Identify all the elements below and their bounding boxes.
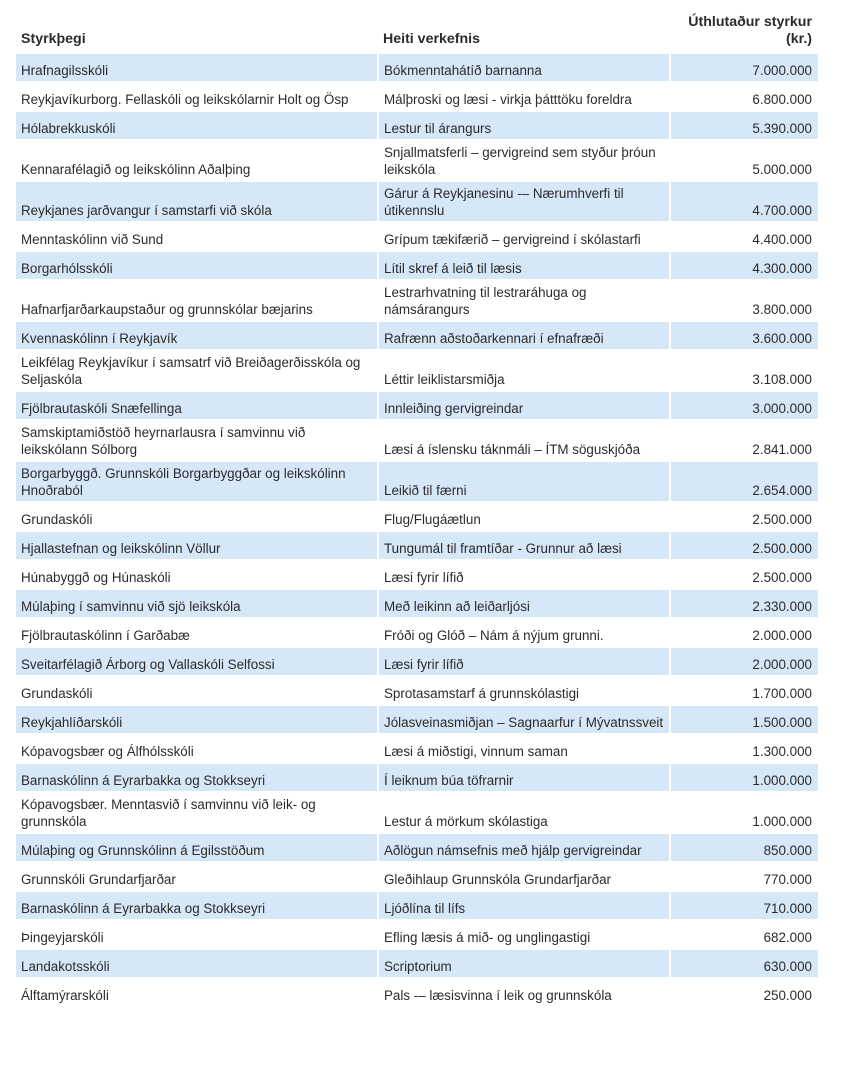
header-row	[16, 6, 818, 54]
table-row	[16, 111, 818, 140]
cell-amount: 630.000	[670, 949, 818, 978]
cell-amount: 850.000	[670, 833, 818, 862]
cell-grantee: Fjölbrautaskólinn í Garðabæ	[16, 618, 378, 647]
cell-grantee: Þingeyjarskóli	[16, 920, 378, 949]
cell-grantee: Grundaskóli	[16, 502, 378, 531]
cell-amount: 3.108.000	[670, 350, 818, 391]
table-row	[16, 350, 818, 391]
cell-project: Gleðihlaup Grunnskóla Grundarfjarðar	[378, 862, 670, 891]
cell-project: Lestur til árangurs	[378, 111, 670, 140]
cell-grantee: Kópavogsbær og Álfhólsskóli	[16, 734, 378, 763]
table-row	[16, 280, 818, 321]
table-row	[16, 647, 818, 676]
cell-amount: 4.300.000	[670, 251, 818, 280]
cell-amount: 2.500.000	[670, 560, 818, 589]
cell-amount: 7.000.000	[670, 54, 818, 82]
cell-amount: 4.400.000	[670, 222, 818, 251]
cell-project: Scriptorium	[378, 949, 670, 978]
cell-project: Læsi á íslensku táknmáli – ÍTM söguskjóða	[378, 420, 670, 461]
cell-amount: 2.330.000	[670, 589, 818, 618]
table-row	[16, 321, 818, 350]
table-row	[16, 705, 818, 734]
column-header-amount-line1: Úthlutaður styrkur	[688, 14, 812, 30]
table-row	[16, 920, 818, 949]
cell-grantee: Barnaskólinn á Eyrarbakka og Stokkseyri	[16, 763, 378, 792]
cell-grantee: Samskiptamiðstöð heyrnarlausra í samvinnu við leikskólann Sólborg	[16, 420, 378, 461]
cell-grantee: Grundaskóli	[16, 676, 378, 705]
cell-amount: 2.000.000	[670, 618, 818, 647]
cell-amount: 6.800.000	[670, 82, 818, 111]
cell-amount: 3.000.000	[670, 391, 818, 420]
cell-project: Innleiðing gervigreindar	[378, 391, 670, 420]
cell-project: Jólasveinasmiðjan – Sagnaarfur í Mývatnssveit	[378, 705, 670, 734]
cell-project: Léttir leiklistarsmiðja	[378, 350, 670, 391]
cell-amount: 1.000.000	[670, 792, 818, 833]
cell-project: Læsi fyrir lífið	[378, 647, 670, 676]
table-header	[16, 6, 818, 54]
table-row	[16, 251, 818, 280]
cell-grantee: Menntaskólinn við Sund	[16, 222, 378, 251]
table-row	[16, 862, 818, 891]
cell-grantee: Kvennaskólinn í Reykjavík	[16, 321, 378, 350]
cell-amount: 1.700.000	[670, 676, 818, 705]
cell-project: Efling læsis á mið- og unglingastigi	[378, 920, 670, 949]
table-row	[16, 560, 818, 589]
table-row	[16, 140, 818, 181]
table-row	[16, 792, 818, 833]
table-row	[16, 531, 818, 560]
cell-amount: 3.800.000	[670, 280, 818, 321]
cell-grantee: Barnaskólinn á Eyrarbakka og Stokkseyri	[16, 891, 378, 920]
table-row	[16, 763, 818, 792]
table-row	[16, 978, 818, 1007]
cell-project: Læsi á miðstigi, vinnum saman	[378, 734, 670, 763]
cell-amount: 710.000	[670, 891, 818, 920]
cell-project: Fróði og Glóð – Nám á nýjum grunni.	[378, 618, 670, 647]
table-row	[16, 618, 818, 647]
cell-amount: 1.000.000	[670, 763, 818, 792]
cell-grantee: Múlaþing og Grunnskólinn á Egilsstöðum	[16, 833, 378, 862]
cell-grantee: Húnabyggð og Húnaskóli	[16, 560, 378, 589]
cell-grantee: Álftamýrarskóli	[16, 978, 378, 1007]
table-row	[16, 833, 818, 862]
cell-grantee: Reykjanes jarðvangur í samstarfi við skóla	[16, 181, 378, 222]
cell-project: Læsi fyrir lífið	[378, 560, 670, 589]
cell-amount: 1.500.000	[670, 705, 818, 734]
column-header-project: Heiti verkefnis	[383, 31, 480, 47]
cell-project: Málþroski og læsi - virkja þátttöku foreldra	[378, 82, 670, 111]
cell-project: Lestrarhvatning til lestraráhuga og námsárangurs	[378, 280, 670, 321]
cell-grantee: Borgarbyggð. Grunnskóli Borgarbyggðar og leikskólinn Hnoðraból	[16, 461, 378, 502]
table-row	[16, 181, 818, 222]
cell-amount: 770.000	[670, 862, 818, 891]
table-row	[16, 734, 818, 763]
cell-grantee: Borgarhólsskóli	[16, 251, 378, 280]
column-header-grantee: Styrkþegi	[21, 31, 86, 47]
cell-grantee: Reykjahlíðarskóli	[16, 705, 378, 734]
cell-amount: 5.390.000	[670, 111, 818, 140]
cell-project: Flug/Flugáætlun	[378, 502, 670, 531]
cell-grantee: Sveitarfélagið Árborg og Vallaskóli Selfossi	[16, 647, 378, 676]
cell-amount: 2.000.000	[670, 647, 818, 676]
grants-table-container	[16, 6, 818, 1008]
cell-project: Aðlögun námsefnis með hjálp gervigreindar	[378, 833, 670, 862]
grants-table	[16, 6, 818, 1008]
cell-amount: 4.700.000	[670, 181, 818, 222]
cell-grantee: Hrafnagilsskóli	[16, 54, 378, 82]
table-row	[16, 891, 818, 920]
cell-grantee: Fjölbrautaskóli Snæfellinga	[16, 391, 378, 420]
cell-grantee: Grunnskóli Grundarfjarðar	[16, 862, 378, 891]
cell-grantee: Múlaþing í samvinnu við sjö leikskóla	[16, 589, 378, 618]
cell-project: Snjallmatsferli – gervigreind sem styður þróun leikskóla	[378, 140, 670, 181]
cell-project: Ljóðlína til lífs	[378, 891, 670, 920]
column-header-amount-line2: (kr.)	[785, 31, 812, 47]
table-row	[16, 502, 818, 531]
cell-amount: 2.500.000	[670, 502, 818, 531]
table-row	[16, 676, 818, 705]
cell-project: Í leiknum búa töfrarnir	[378, 763, 670, 792]
cell-grantee: Hólabrekkuskóli	[16, 111, 378, 140]
cell-grantee: Hjallastefnan og leikskólinn Völlur	[16, 531, 378, 560]
cell-project: Tungumál til framtíðar - Grunnur að læsi	[378, 531, 670, 560]
cell-grantee: Landakotsskóli	[16, 949, 378, 978]
cell-grantee: Leikfélag Reykjavíkur í samsatrf við Breiðagerðisskóla og Seljaskóla	[16, 350, 378, 391]
cell-project: Grípum tækifærið – gervigreind í skólastarfi	[378, 222, 670, 251]
cell-amount: 682.000	[670, 920, 818, 949]
cell-grantee: Hafnarfjarðarkaupstaður og grunnskólar bæjarins	[16, 280, 378, 321]
cell-grantee: Kópavogsbær. Menntasvið í samvinnu við leik- og grunnskóla	[16, 792, 378, 833]
cell-project: Lítil skref á leið til læsis	[378, 251, 670, 280]
table-row	[16, 949, 818, 978]
table-row	[16, 461, 818, 502]
column-header-amount	[670, 6, 818, 54]
cell-amount: 2.841.000	[670, 420, 818, 461]
table-row	[16, 222, 818, 251]
cell-project: Leikið til færni	[378, 461, 670, 502]
cell-grantee: Kennarafélagið og leikskólinn Aðalþing	[16, 140, 378, 181]
cell-grantee: Reykjavíkurborg. Fellaskóli og leikskólarnir Holt og Ösp	[16, 82, 378, 111]
cell-project: Bókmenntahátíð barnanna	[378, 54, 670, 82]
cell-project: Pals -– læsisvinna í leik og grunnskóla	[378, 978, 670, 1007]
table-row	[16, 589, 818, 618]
cell-project: Með leikinn að leiðarljósi	[378, 589, 670, 618]
table-row	[16, 82, 818, 111]
cell-amount: 250.000	[670, 978, 818, 1007]
cell-amount: 2.654.000	[670, 461, 818, 502]
cell-project: Sprotasamstarf á grunnskólastigi	[378, 676, 670, 705]
cell-project: Rafrænn aðstoðarkennari í efnafræði	[378, 321, 670, 350]
table-body	[16, 54, 818, 1007]
cell-amount: 2.500.000	[670, 531, 818, 560]
cell-amount: 5.000.000	[670, 140, 818, 181]
cell-project: Gárur á Reykjanesinu -– Nærumhverfi til útikennslu	[378, 181, 670, 222]
table-row	[16, 391, 818, 420]
table-row	[16, 54, 818, 82]
cell-amount: 1.300.000	[670, 734, 818, 763]
table-row	[16, 420, 818, 461]
cell-project: Lestur á mörkum skólastiga	[378, 792, 670, 833]
cell-amount: 3.600.000	[670, 321, 818, 350]
